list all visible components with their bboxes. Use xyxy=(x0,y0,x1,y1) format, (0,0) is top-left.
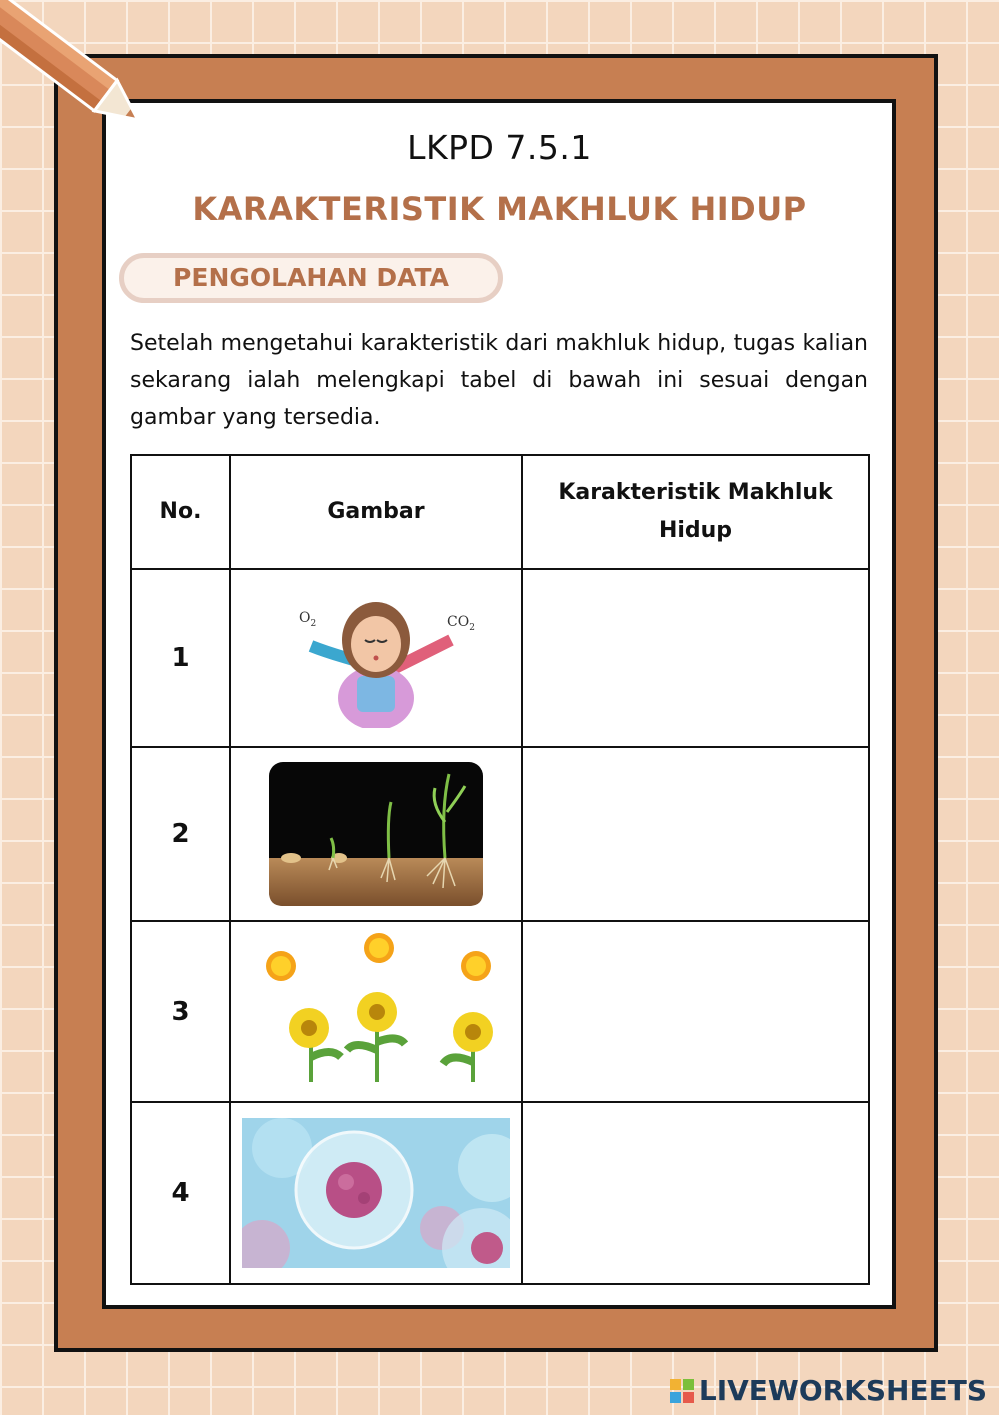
column-header-image: Gambar xyxy=(230,455,522,569)
girl-breathing-icon xyxy=(271,588,481,728)
cell-icon xyxy=(242,1118,510,1268)
svg-text:CO2 xyxy=(447,614,475,633)
o2-label: O xyxy=(299,610,311,626)
co2-label-sub: 2 xyxy=(469,623,475,633)
worksheet-code: LKPD 7.5.1 xyxy=(407,128,592,167)
column-header-no: No. xyxy=(131,455,230,569)
co2-label: CO xyxy=(447,614,470,630)
row-number: 3 xyxy=(131,921,230,1102)
watermark-text: LIVEWORKSHEETS xyxy=(698,1374,987,1407)
row-number: 2 xyxy=(131,747,230,921)
answer-cell[interactable] xyxy=(522,1102,869,1284)
page-title: KARAKTERISTIK MAKHLUK HIDUP xyxy=(192,190,807,228)
table-row xyxy=(131,921,869,1102)
row-number: 4 xyxy=(131,1102,230,1284)
table-row xyxy=(131,569,869,747)
row-number: 1 xyxy=(131,569,230,747)
answer-table xyxy=(130,454,870,1285)
seedling-growth-icon xyxy=(269,762,483,906)
section-label: PENGOLAHAN DATA xyxy=(119,253,503,303)
sunflower-icon xyxy=(251,932,501,1092)
image-cell xyxy=(230,747,522,921)
column-header-characteristics: Karakteristik Makhluk Hidup xyxy=(522,455,869,569)
liveworksheets-logo-icon xyxy=(669,1378,695,1404)
table-header-row xyxy=(131,455,869,569)
answer-cell[interactable] xyxy=(522,747,869,921)
o2-label-sub: 2 xyxy=(310,619,317,629)
table-row xyxy=(131,1102,869,1284)
table-row xyxy=(131,747,869,921)
image-cell xyxy=(230,569,522,747)
watermark xyxy=(669,1374,987,1407)
image-cell xyxy=(230,921,522,1102)
image-cell xyxy=(230,1102,522,1284)
answer-cell[interactable] xyxy=(522,569,869,747)
svg-text:O2 xyxy=(299,610,316,629)
answer-cell[interactable] xyxy=(522,921,869,1102)
instructions-text: Setelah mengetahui karakteristik dari makhluk hidup, tugas kalian sekarang ialah melengkapi tabel di bawah ini sesuai dengan gambar yang tersedia. xyxy=(130,331,868,430)
